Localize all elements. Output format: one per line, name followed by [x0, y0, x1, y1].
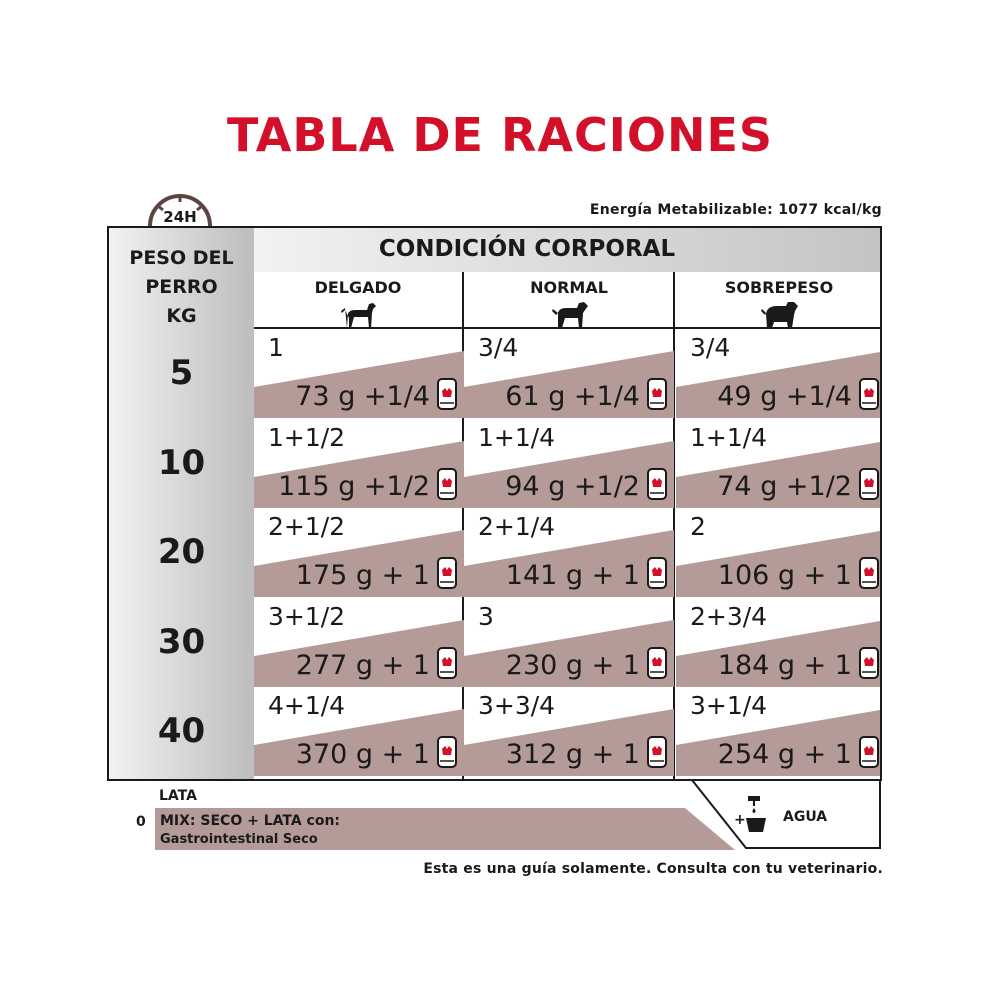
ration-cell — [464, 598, 674, 687]
can-icon — [646, 646, 668, 680]
normal-dog-icon — [550, 300, 588, 330]
dry-cups: 1+1/4 — [478, 422, 556, 452]
dry-cups: 4+1/4 — [268, 691, 346, 720]
dry-cups: 1+1/4 — [690, 422, 768, 452]
can-icon — [858, 646, 880, 680]
water-label: AGUA — [783, 809, 828, 825]
weight-value: 40 — [157, 711, 206, 751]
grams-plus-can: 175 g + 1 — [295, 560, 430, 591]
energy-label: Energía Metabilizable: 1077 kcal/kg — [589, 202, 882, 218]
can-icon — [646, 735, 668, 769]
thin-dog-icon — [339, 300, 377, 330]
grams-plus-can: 74 g +1/2 — [717, 470, 852, 502]
weight-value: 20 — [157, 532, 206, 572]
weight-value: 30 — [157, 621, 206, 662]
grams-plus-can: 312 g + 1 — [505, 739, 640, 770]
svg-text:+: + — [734, 812, 746, 828]
guide-note: Esta es una guía solamente. Consulta con tu veterinario. — [423, 861, 883, 877]
column-sobrepeso-label: SOBREPESO — [724, 278, 834, 297]
grams-plus-can: 277 g + 1 — [295, 649, 430, 681]
ration-cell — [464, 508, 674, 597]
can-icon — [858, 735, 880, 769]
ration-cell — [464, 419, 674, 508]
ration-cell — [254, 687, 464, 776]
ration-table — [107, 226, 882, 781]
can-icon — [858, 377, 880, 411]
clock-label: 24H — [163, 208, 197, 226]
grams-plus-can: 254 g + 1 — [717, 739, 852, 770]
weight-header-line2: PERRO — [145, 276, 218, 298]
footer-lata-label: LATA — [159, 788, 197, 804]
ration-cell — [254, 419, 464, 508]
weight-header-line1: PESO DEL — [129, 247, 234, 269]
can-icon — [646, 467, 668, 501]
ration-cell — [254, 508, 464, 597]
dry-cups: 2 — [690, 512, 706, 541]
weight-value: 5 — [169, 353, 194, 393]
ration-cell — [464, 687, 674, 776]
can-icon — [646, 377, 668, 411]
column-normal-label: NORMAL — [530, 278, 608, 297]
ration-cell — [676, 687, 882, 776]
ration-cell — [464, 329, 674, 418]
grams-plus-can: 230 g + 1 — [505, 649, 640, 681]
can-icon — [436, 467, 458, 501]
column-normal — [464, 272, 674, 327]
ration-cell — [676, 329, 882, 418]
ration-cell — [254, 329, 464, 418]
column-delgado — [254, 272, 462, 327]
ration-cell — [254, 598, 464, 687]
ration-cell — [676, 508, 882, 597]
footer-zero: 0 — [136, 814, 146, 830]
dry-cups: 3/4 — [478, 333, 519, 362]
mix-line-1: MIX: SECO + LATA con: — [160, 813, 341, 829]
can-icon — [858, 467, 880, 501]
weight-value: 10 — [157, 442, 206, 483]
can-icon — [646, 556, 668, 590]
can-icon — [436, 377, 458, 411]
grams-plus-can: 106 g + 1 — [717, 560, 852, 591]
grams-plus-can: 370 g + 1 — [295, 739, 430, 770]
dry-cups: 3+1/4 — [690, 691, 768, 720]
clock-24h-icon — [145, 182, 215, 228]
water-bowl-icon — [734, 796, 766, 832]
weight-header-line3: KG — [166, 305, 197, 327]
dry-cups: 1 — [268, 333, 284, 362]
can-icon — [436, 556, 458, 590]
page-title: TABLA DE RACIONES — [226, 108, 774, 162]
dry-cups: 2+3/4 — [690, 601, 768, 631]
column-sobrepeso — [676, 272, 882, 327]
can-icon — [436, 646, 458, 680]
body-condition-header: CONDICIÓN CORPORAL — [378, 236, 676, 262]
dry-cups: 3 — [478, 601, 494, 631]
grams-plus-can: 73 g +1/4 — [295, 381, 430, 412]
dry-cups: 3+1/2 — [268, 601, 346, 631]
can-icon — [858, 556, 880, 590]
overweight-dog-icon — [760, 300, 798, 330]
dry-cups: 3+3/4 — [478, 691, 556, 720]
column-delgado-label: DELGADO — [314, 278, 402, 297]
ration-cell — [676, 419, 882, 508]
grams-plus-can: 141 g + 1 — [505, 560, 640, 591]
grams-plus-can: 94 g +1/2 — [505, 470, 640, 502]
dry-cups: 1+1/2 — [268, 422, 346, 452]
grams-plus-can: 61 g +1/4 — [505, 381, 640, 412]
grams-plus-can: 115 g +1/2 — [278, 470, 430, 502]
dry-cups: 3/4 — [690, 333, 731, 362]
dry-cups: 2+1/2 — [268, 512, 346, 541]
ration-cell — [676, 598, 882, 687]
grams-plus-can: 184 g + 1 — [717, 649, 852, 681]
weight-header — [109, 244, 254, 331]
mix-line-2: Gastrointestinal Seco — [160, 832, 318, 847]
grams-plus-can: 49 g +1/4 — [717, 381, 852, 412]
dry-cups: 2+1/4 — [478, 512, 556, 541]
can-icon — [436, 735, 458, 769]
